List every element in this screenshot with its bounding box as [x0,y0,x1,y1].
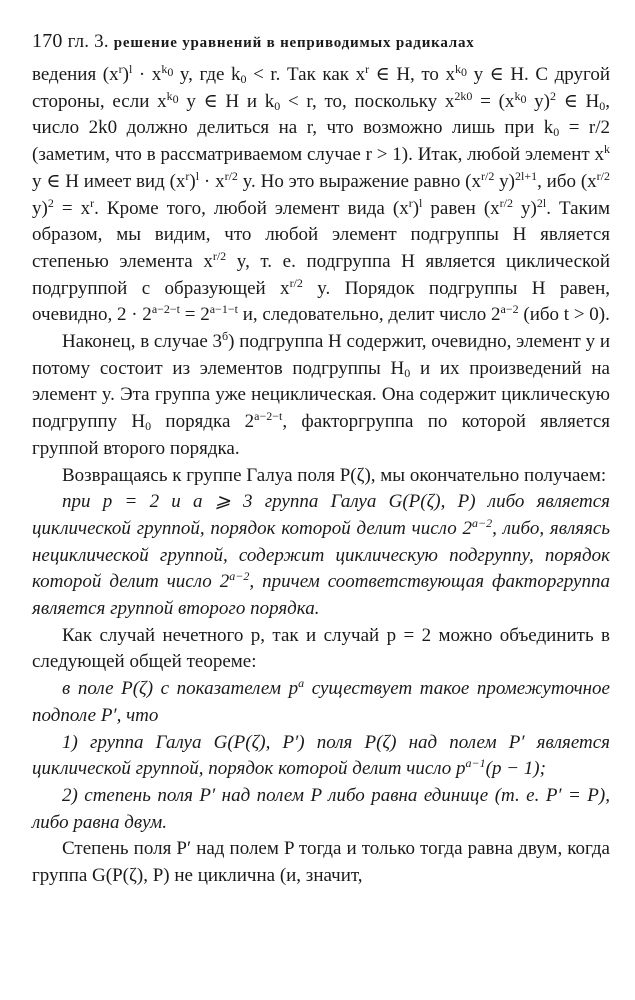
paragraph: Степень поля P′ над полем P тогда и только тогда равна двум, когда группа G(P(ζ), P) не циклична (и, значит, [32,838,610,887]
paragraph: 1) группа Галуа G(P(ζ), P′) поля P(ζ) над полем P′ является циклической группой, порядок которой делит число $p^{a-1}(p - 1)$; [32,731,610,780]
page-body [32,62,610,890]
page-number: 170 [32,30,63,52]
paragraph: при p = 2 и a ⩾ 3 группа Галуа G(P(ζ), P) либо является циклической группой, порядок которой делит число $2^{a-2}$, либо, являясь нециклической группой, содержит циклическую подгруппу, порядок которой делит число $2^{a-2}$, причем соответствующая факторгруппа является группой второго порядка. [32,491,611,620]
paragraph: Наконец, в случае $3^б$) подгруппа H содержит, очевидно, элемент y и потому состоит из элементов подгруппы $H_0$ и их произведений на элемент y. Эта группа уже нециклическая. Она содержит циклическую подгруппу $H_0$ порядка $2^{a-2-t}$, факторгруппа по которой является группой второго порядка. [32,329,610,459]
paragraph: ведения $(x^r)^l \cdot x^{k0}$ y, где $k_0 < r$. Так как $x^r$ ∈ H, то $x^{k0}$ y ∈ H. С другой стороны, если $x^{k0}$ y ∈ H и $k_0 < r$, то, поскольку $x^{2k0} = (x^{k0}$ y)$^2$ ∈ $H_0$, число 2k0 должно делиться на r, что возможно лишь при $k_0 = r/2$ (заметим, что в рассматриваемом случае r > 1). Итак, любой элемент $x^k$ y ∈ H имеет вид $(x^r)^l \cdot x^{r/2}$ y. Но это выражение равно ($x^{r/2}$ y)$^{2l+1}$, ибо ($x^{r/2}$ $y)^2 = x^r$. Кроме того, любой элемент вида $(x^r)^l$ равен ($x^{r/2}$ y)$^{2l}$. Таким образом, мы видим, что любой элемент подгруппы H является степенью элемента $x^{r/2}$ y, т. е. подгруппа H является циклической подгруппой с образующей $x^{r/2}$ y. Порядок подгруппы H равен, очевидно, $2 \cdot 2^{a-2-t} = 2^{a-1-t}$ и, следовательно, делит число $2^{a-2}$ (ибо t > 0). [32,62,611,326]
paragraph: Возвращаясь к группе Галуа поля P(ζ), мы окончательно получаем: [62,464,607,486]
paragraph: в поле P(ζ) с показателем $p^a$ существует такое промежуточное подполе P′, что [32,676,610,726]
paragraph: 2) степень поля P′ над полем P либо равна единице (т. е. P′ = P), либо равна двум. [32,784,610,833]
running-header [32,30,612,53]
chapter-label: гл. 3. [67,31,109,52]
paragraph: Как случай нечетного p, так и случай p = 2 можно объединить в следующей общей теореме: [32,624,610,673]
chapter-title: решение уравнений в неприводимых радикалах [113,35,475,51]
